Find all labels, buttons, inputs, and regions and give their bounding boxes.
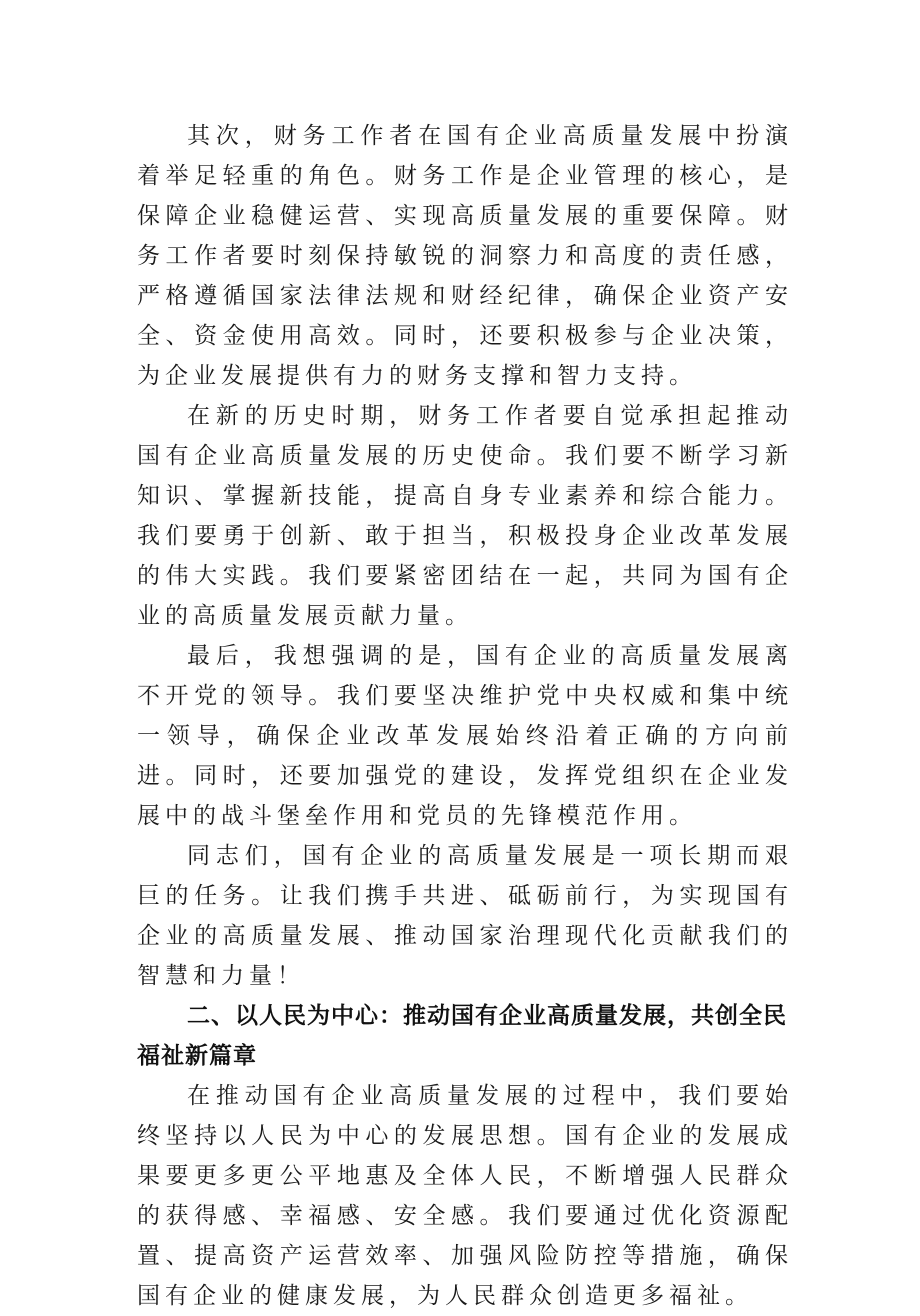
paragraph-closing-call: 同志们，国有企业的高质量发展是一项长期而艰巨的任务。让我们携手共进、砥砺前行，为实现国有企业的高质量发展、推动国家治理现代化贡献我们的智慧和力量！: [137, 843, 793, 989]
paragraph-finance-role: 其次，财务工作者在国有企业高质量发展中扮演着举足轻重的角色。财务工作是企业管理的核心，是保障企业稳健运营、实现高质量发展的重要保障。财务工作者要时刻保持敏锐的洞察力和高度的责任感，严格遵循国家法律法规和财经纪律，确保企业资产安全、资金使用高效。同时，还要积极参与企业决策，为企业发展提供有力的财务支撑和智力支持。: [137, 123, 793, 389]
paragraph-historical-mission: 在新的历史时期，财务工作者要自觉承担起推动国有企业高质量发展的历史使命。我们要不断学习新知识、掌握新技能，提高自身专业素养和综合能力。我们要勇于创新、敢于担当，积极投身企业改革发展的伟大实践。我们要紧密团结在一起，共同为国有企业的高质量发展贡献力量。: [137, 403, 793, 629]
paragraph-people-centered: 在推动国有企业高质量发展的过程中，我们要始终坚持以人民为中心的发展思想。国有企业的发展成果要更多更公平地惠及全体人民，不断增强人民群众的获得感、幸福感、安全感。我们要通过优化资源配置、提高资产运营效率、加强风险防控等措施，确保国有企业的健康发展，为人民群众创造更多福祉。: [137, 1083, 793, 1309]
paragraph-party-leadership: 最后，我想强调的是，国有企业的高质量发展离不开党的领导。我们要坚决维护党中央权威和集中统一领导，确保企业改革发展始终沿着正确的方向前进。同时，还要加强党的建设，发挥党组织在企业发展中的战斗堡垒作用和党员的先锋模范作用。: [137, 643, 793, 829]
document-body: [137, 116, 793, 1316]
section-heading: 二、以人民为中心：推动国有企业高质量发展，共创全民福祉新篇章: [137, 1003, 787, 1069]
